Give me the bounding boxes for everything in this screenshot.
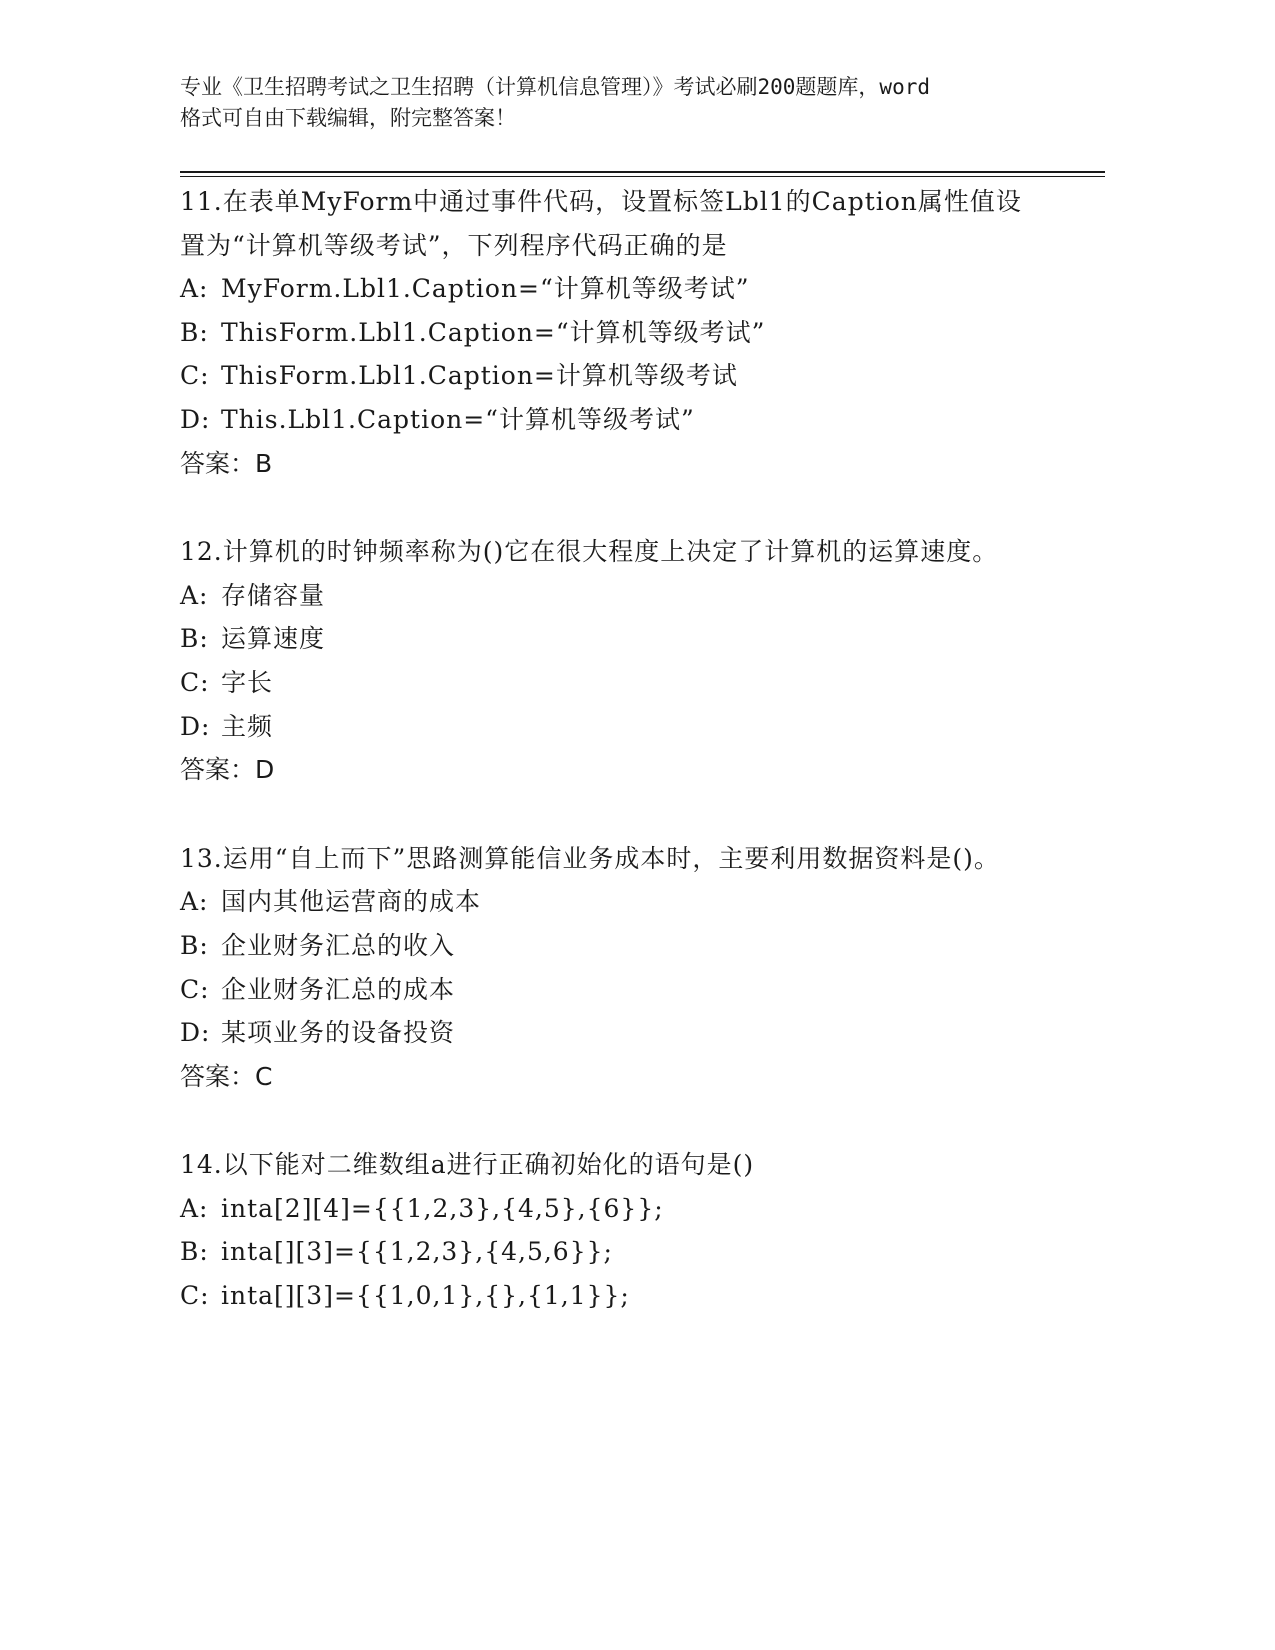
option-d bbox=[180, 398, 1080, 442]
answer-line: 答案：C bbox=[180, 1061, 273, 1091]
option-text: 存储容量 bbox=[221, 580, 326, 610]
option-text: ThisForm.Lbl1.Caption=计算机等级考试 bbox=[221, 361, 738, 391]
option-c bbox=[180, 661, 1080, 705]
option-text: 某项业务的设备投资 bbox=[221, 1018, 456, 1048]
question-stem: 11.在表单MyForm中通过事件代码，设置标签Lbl1的Caption属性值设置为“计算机等级考试”，下列程序代码正确的是 bbox=[180, 187, 1022, 260]
document-header bbox=[180, 72, 1080, 134]
answer-line: 答案：D bbox=[180, 755, 275, 785]
option-a bbox=[180, 267, 1080, 311]
option-letter: C: bbox=[180, 1281, 210, 1311]
option-a bbox=[180, 574, 1080, 618]
option-letter: C: bbox=[180, 974, 210, 1004]
question-12 bbox=[180, 530, 1080, 792]
option-text: This.Lbl1.Caption=“计算机等级考试” bbox=[221, 404, 695, 434]
option-letter: D: bbox=[180, 711, 211, 741]
option-text: inta[2][4]={{1,2,3},{4,5},{6}}; bbox=[221, 1193, 664, 1223]
option-letter: C: bbox=[180, 361, 210, 391]
option-b bbox=[180, 311, 1080, 355]
question-list bbox=[180, 180, 1080, 1318]
option-letter: D: bbox=[180, 404, 211, 434]
option-b bbox=[180, 617, 1080, 661]
question-14 bbox=[180, 1143, 1080, 1317]
option-c bbox=[180, 354, 1080, 398]
option-text: MyForm.Lbl1.Caption=“计算机等级考试” bbox=[221, 274, 750, 304]
option-a bbox=[180, 880, 1080, 924]
question-stem: 14.以下能对二维数组a进行正确初始化的语句是() bbox=[180, 1150, 755, 1180]
option-c bbox=[180, 968, 1080, 1012]
question-stem: 13.运用“自上而下”思路测算能信业务成本时，主要利用数据资料是()。 bbox=[180, 843, 1000, 873]
option-letter: B: bbox=[180, 1237, 209, 1267]
option-b bbox=[180, 1230, 1080, 1274]
option-text: 字长 bbox=[221, 667, 274, 697]
question-11 bbox=[180, 180, 1080, 485]
option-b bbox=[180, 924, 1080, 968]
header-line-1: 专业《卫生招聘考试之卫生招聘（计算机信息管理）》考试必刷200题题库，word bbox=[180, 75, 930, 99]
option-c bbox=[180, 1274, 1080, 1318]
option-letter: A: bbox=[180, 580, 209, 610]
header-divider-thick bbox=[180, 171, 1105, 173]
answer-line: 答案：B bbox=[180, 448, 273, 478]
option-text: 企业财务汇总的收入 bbox=[221, 930, 456, 960]
option-letter: A: bbox=[180, 1193, 209, 1223]
option-text: 主频 bbox=[221, 711, 274, 741]
option-letter: B: bbox=[180, 624, 209, 654]
option-text: inta[][3]={{1,0,1},{},{1,1}}; bbox=[221, 1281, 630, 1311]
option-letter: B: bbox=[180, 930, 209, 960]
question-13 bbox=[180, 837, 1080, 1099]
header-line-2: 格式可自由下载编辑，附完整答案！ bbox=[180, 106, 516, 130]
option-letter: B: bbox=[180, 317, 209, 347]
option-letter: D: bbox=[180, 1018, 211, 1048]
option-letter: C: bbox=[180, 667, 210, 697]
option-text: inta[][3]={{1,2,3},{4,5,6}}; bbox=[221, 1237, 613, 1267]
option-text: 运算速度 bbox=[221, 624, 326, 654]
option-letter: A: bbox=[180, 274, 209, 304]
option-text: 企业财务汇总的成本 bbox=[221, 974, 456, 1004]
option-text: 国内其他运营商的成本 bbox=[221, 887, 482, 917]
question-stem: 12.计算机的时钟频率称为()它在很大程度上决定了计算机的运算速度。 bbox=[180, 537, 999, 567]
option-a bbox=[180, 1187, 1080, 1231]
option-letter: A: bbox=[180, 887, 209, 917]
option-d bbox=[180, 705, 1080, 749]
option-d bbox=[180, 1011, 1080, 1055]
header-divider-thin bbox=[180, 176, 1105, 177]
option-text: ThisForm.Lbl1.Caption=“计算机等级考试” bbox=[221, 317, 766, 347]
